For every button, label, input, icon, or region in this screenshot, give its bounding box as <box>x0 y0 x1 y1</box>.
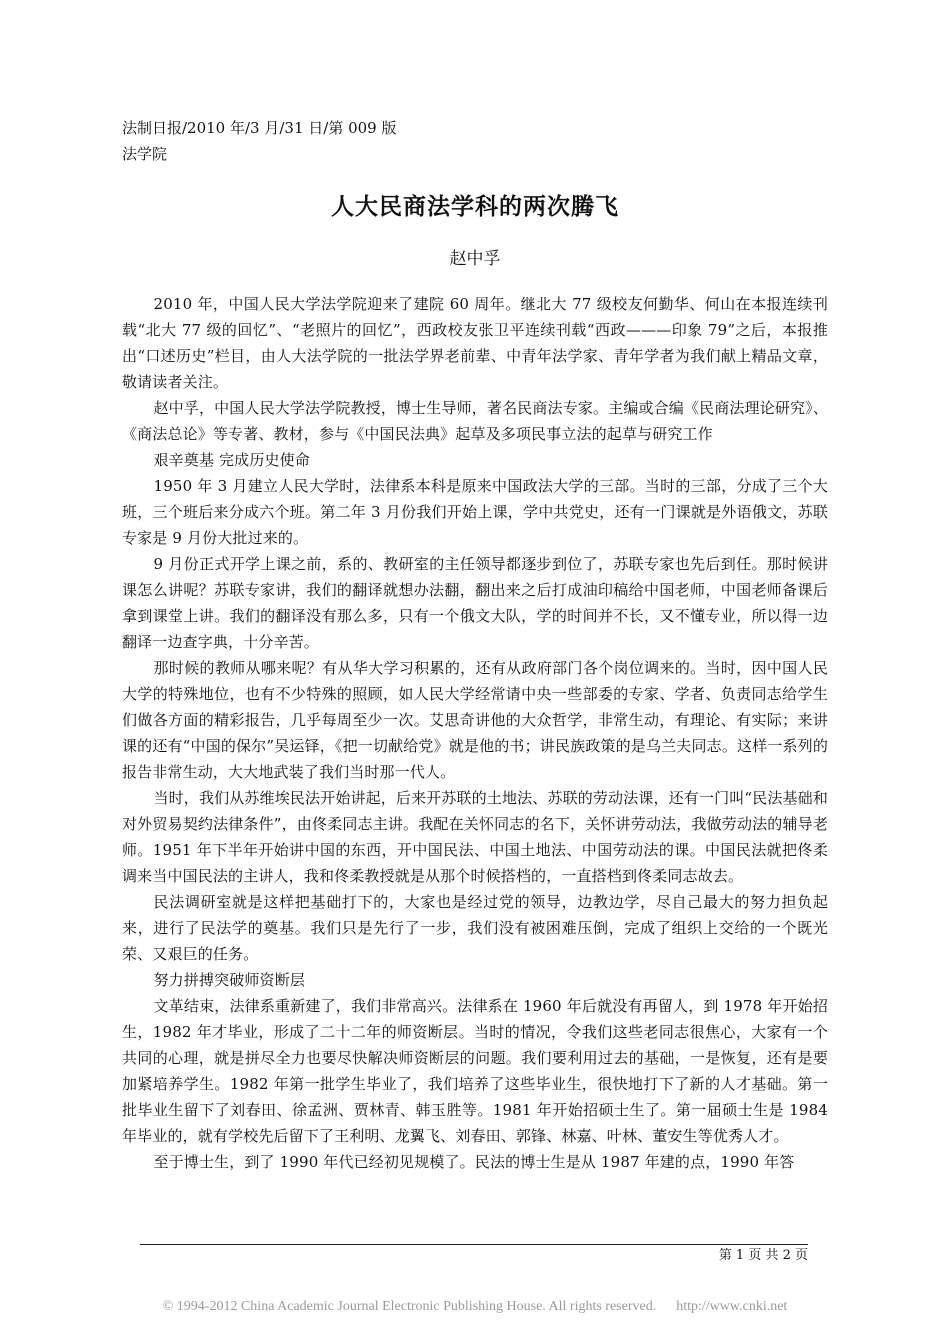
body-paragraph: 民法调研室就是这样把基础打下的，大家也是经过党的领导，边教边学，尽自己最大的努力担负起来，进行了民法学的奠基。我们只是先行了一步，我们没有被困难压倒，完成了组织上交给的一个既光荣、又艰巨的任务。 <box>122 893 828 963</box>
section-heading-2: 努力拼搏突破师资断层 <box>153 971 306 989</box>
source-line: 法制日报/2010 年/3 月/31 日/第 009 版 <box>122 119 397 137</box>
section-heading-1: 艰辛奠基 完成历史使命 <box>153 451 310 469</box>
intro-paragraph: 2010 年，中国人民大学法学院迎来了建院 60 周年。继北大 77 级校友何勤华、何山在本报连续刊载“北大 77 级的回忆”、“老照片的回忆”，西政校友张卫平连续刊载“西政———印象 79”之后，本报推出“口述历史”栏目，由人大法学院的一批法学界老前辈、中青年法学家、青年学者为我们献上精品文章，敬请读者关注。 <box>122 295 828 391</box>
footer-divider <box>140 1244 808 1245</box>
copyright-text: © 1994-2012 China Academic Journal Electronic Publishing House. All rights reserved. <box>162 1299 657 1314</box>
copyright-notice <box>0 1297 950 1317</box>
body-paragraph: 那时候的教师从哪来呢？有从华大学习积累的，还有从政府部门各个岗位调来的。当时，因中国人民大学的特殊地位，也有不少特殊的照顾，如人民大学经常请中央一些部委的专家、学者、负责同志给学生们做各方面的精彩报告，几乎每周至少一次。艾思奇讲他的大众哲学，非常生动，有理论、有实际；来讲课的还有“中国的保尔”吴运铎，《把一切献给党》就是他的书；讲民族政策的是乌兰夫同志。这样一系列的报告非常生动，大大地武装了我们当时那一代人。 <box>122 659 828 781</box>
author-bio-paragraph: 赵中孚，中国人民大学法学院教授，博士生导师，著名民商法专家。主编或合编《民商法理论研究》、《商法总论》等专著、教材，参与《中国民法典》起草及多项民事立法的起草与研究工作 <box>122 399 828 443</box>
page-number: 第 1 页 共 2 页 <box>718 1248 808 1263</box>
cnki-link[interactable]: http://www.cnki.net <box>676 1299 788 1314</box>
body-paragraph: 9 月份正式开学上课之前，系的、教研室的主任领导都逐步到位了，苏联专家也先后到任。那时候讲课怎么讲呢？苏联专家讲，我们的翻译就想办法翻，翻出来之后打成油印稿给中国老师，中国老师备课后拿到课堂上讲。我们的翻译没有那么多，只有一个俄文大队，学的时间并不长，又不懂专业，所以得一边翻译一边查字典，十分辛苦。 <box>122 555 828 651</box>
body-paragraph: 1950 年 3 月建立人民大学时，法律系本科是原来中国政法大学的三部。当时的三部，分成了三个大班，三个班后来分成六个班。第二年 3 月份我们开始上课，学中共党史，还有一门课就是外语俄文，苏联专家是 9 月份大批过来的。 <box>122 477 828 547</box>
section-label: 法学院 <box>122 145 168 163</box>
body-paragraph: 至于博士生，到了 1990 年代已经初见规模了。民法的博士生是从 1987 年建的点，1990 年答 <box>153 1153 795 1171</box>
article-author: 赵中孚 <box>449 249 501 269</box>
article-body <box>122 291 828 1175</box>
body-paragraph: 文革结束，法律系重新建了，我们非常高兴。法律系在 1960 年后就没有再留人，到 1978 年开始招生，1982 年才毕业，形成了二十二年的师资断层。当时的情况，令我们这些老同志很焦心，大家有一个共同的心理，就是拼尽全力也要尽快解决师资断层的问题。我们要利用过去的基础，一是恢复，还有是要加紧培养学生。1982 年第一批学生毕业了，我们培养了这些毕业生，很快地打下了新的人才基础。第一批毕业生留下了刘春田、徐孟洲、贾林青、韩玉胜等。1981 年开始招硕士生了。第一届硕士生是 1984 年毕业的，就有学校先后留下了王利明、龙翼飞、刘春田、郭锋、林嘉、叶林、董安生等优秀人才。 <box>122 997 828 1145</box>
body-paragraph: 当时，我们从苏维埃民法开始讲起，后来开苏联的土地法、苏联的劳动法课，还有一门叫“民法基础和对外贸易契约法律条件”，由佟柔同志主讲。我配在关怀同志的名下，关怀讲劳动法，我做劳动法的辅导老师。1951 年下半年开始讲中国的东西，开中国民法、中国土地法、中国劳动法的课。中国民法就把佟柔调来当中国民法的主讲人，我和佟柔教授就是从那个时候搭档的，一直搭档到佟柔同志故去。 <box>122 789 828 885</box>
article-title: 人大民商法学科的两次腾飞 <box>331 193 619 220</box>
